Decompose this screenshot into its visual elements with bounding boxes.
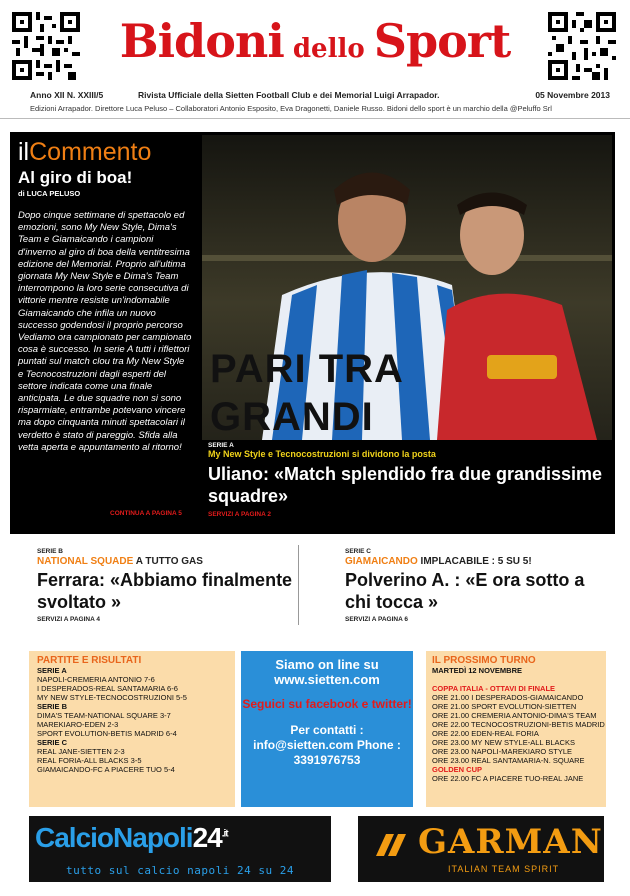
next-round-date: MARTEDÌ 12 NOVEMBRE <box>432 666 523 675</box>
main-story <box>208 442 608 518</box>
editorial-body: Dopo cinque settimane di spettacolo ed emozioni, sono My New Style, Dima's Team e Giamaicando i campioni d'inverno al giro di boa della ventitresima edizione del Memorial. Proprio all'ultima giornata My New Style e Dima's Team interrompono la loro serie consecutiva di vittorie mentre resiste un'indomabile Giamaicando che infila un nuovo successo godendosi il proprio percorso Vediamo ora campionato per campionato cosa è successo. In serie A tutti i riflettori puntati sul match clou tra My New Style e Tecnocostruzioni dagli esperti del settore indicata come una finale anticipata. Le due squadre non si sono risparmiate, entrambe potevano vincere ma dopo cinquanta minuti spettacolari il verdetto è stato di pareggio. Sfida alla vetta aperta e appuntamento al ritorno! <box>18 210 192 453</box>
main-story-kicker: SERIE A <box>208 442 234 449</box>
serie-b-deck-rest: A TUTTO GAS <box>133 556 203 567</box>
editorial-label-commento: Commento <box>29 138 152 166</box>
fixture-line: ORE 22.00 FC A PIACERE TUO-REAL JANE <box>432 774 584 783</box>
garman-ad[interactable] <box>358 816 604 882</box>
fixture-line: ORE 22.00 EDEN-REAL FORIA <box>432 729 539 738</box>
serie-b-more-link[interactable]: SERVIZI A PAGINA 4 <box>37 616 100 623</box>
serie-c-kicker: SERIE C <box>345 548 372 555</box>
masthead <box>90 14 540 76</box>
fixture-line: ORE 21.00 I DESPERADOS-GIAMAICANDO <box>432 693 584 702</box>
result-line: I DESPERADOS-REAL SANTAMARIA 6-6 <box>37 684 178 693</box>
editorial-title: Al giro di boa! <box>18 168 133 187</box>
calcionapoli24-logo <box>35 822 228 854</box>
result-line: DIMA'S TEAM-NATIONAL SQUARE 3-7 <box>37 711 171 720</box>
serie-b-deck <box>37 556 307 567</box>
magazine-description: Rivista Ufficiale della Sietten Football Club e dei Memorial Luigi Arrapador. <box>138 90 440 100</box>
serie-c-story <box>345 548 615 623</box>
results-serie-label: SERIE A <box>37 666 67 675</box>
serie-c-team: GIAMAICANDO <box>345 556 418 567</box>
golden-cup-title: GOLDEN CUP <box>432 765 483 774</box>
main-story-headline[interactable]: Uliano: «Match splendido fra due grandissime squadre» <box>208 464 603 506</box>
result-line: GIAMAICANDO-FC A PIACERE TUO 5-4 <box>37 765 175 774</box>
contact-panel <box>241 651 413 807</box>
result-line: MAREKIARO-EDEN 2-3 <box>37 720 119 729</box>
result-line: REAL FORIA-ALL BLACKS 3-5 <box>37 756 142 765</box>
calcionapoli24-tagline: tutto sul calcio napoli 24 su 24 <box>66 864 294 877</box>
calcionapoli24-logo-suffix: .it <box>221 828 228 840</box>
fixture-line: ORE 22.00 TECNOCOSTRUZIONI-BETIS MADRID <box>432 720 605 729</box>
calcionapoli24-ad[interactable] <box>29 816 331 882</box>
serie-b-kicker: SERIE B <box>37 548 64 555</box>
serie-c-more-link[interactable]: SERVIZI A PAGINA 6 <box>345 616 408 623</box>
masthead-word-3: Sport <box>373 14 511 68</box>
issue-date: 05 Novembre 2013 <box>535 90 610 100</box>
results-serie-label: SERIE C <box>37 738 68 747</box>
editorial-continue-link[interactable]: CONTINUA A PAGINA 5 <box>110 510 182 517</box>
results-serie-a <box>37 666 227 702</box>
results-panel <box>29 651 235 807</box>
qr-code-right-icon <box>548 12 616 80</box>
masthead-word-1: Bidoni <box>119 14 284 68</box>
calcionapoli24-logo-text: CalcioNapoli <box>35 822 193 853</box>
column-divider <box>298 545 299 625</box>
photo-headline-line-1: PARI TRA <box>210 347 404 391</box>
cup-title: COPPA ITALIA - OTTAVI DI FINALE <box>432 684 556 693</box>
editorial-label <box>18 138 192 166</box>
next-round-title: IL PROSSIMO TURNO <box>432 655 536 666</box>
main-story-more-link[interactable]: SERVIZI A PAGINA 2 <box>208 511 271 518</box>
results-title: PARTITE E RISULTATI <box>37 655 142 666</box>
fixture-line: ORE 21.00 CREMERIA ANTONIO-DIMA'S TEAM <box>432 711 597 720</box>
photo-headline <box>210 345 404 440</box>
main-story-deck: My New Style e Tecnocostruzioni si dividono la posta <box>208 449 436 459</box>
results-serie-label: SERIE B <box>37 702 68 711</box>
main-feature-block <box>10 132 615 534</box>
results-serie-b <box>37 702 227 738</box>
calcionapoli24-logo-number: 24 <box>192 822 222 853</box>
garman-logo: GARMAN <box>418 822 603 862</box>
cover-photo <box>202 135 612 440</box>
serie-c-headline[interactable]: Polverino A. : «E ora sotto a chi tocca » <box>345 570 585 612</box>
photo-headline-line-2: GRANDI <box>210 395 374 439</box>
website-text[interactable]: Siamo on line su www.sietten.com <box>274 657 380 687</box>
result-line: REAL JANE-SIETTEN 2-3 <box>37 747 125 756</box>
serie-b-team: NATIONAL SQUADE <box>37 556 134 567</box>
serie-c-deck <box>345 556 615 567</box>
result-line: MY NEW STYLE-TECNOCOSTRUZIONI 5-5 <box>37 693 187 702</box>
fixture-line: ORE 23.00 MY NEW STYLE-ALL BLACKS <box>432 738 575 747</box>
header-divider <box>0 118 630 119</box>
serie-c-deck-rest: IMPLACABILE : 5 SU 5! <box>417 556 532 567</box>
result-line: NAPOLI-CREMERIA ANTONIO 7-6 <box>37 675 155 684</box>
results-serie-c <box>37 738 227 774</box>
credits-line: Edizioni Arrapador. Direttore Luca Peluso – Collaboratori Antonio Esposito, Eva Dragonetti, Daniele Russo. Bidoni dello sport è un marchio della @Peluffo Srl <box>30 104 552 113</box>
garman-mark-icon <box>372 826 412 866</box>
qr-code-left-icon <box>12 12 80 80</box>
next-round-panel <box>426 651 606 807</box>
editorial-label-il: il <box>18 138 30 166</box>
serie-b-story <box>37 548 307 623</box>
result-line: SPORT EVOLUTION-BETIS MADRID 6-4 <box>37 729 177 738</box>
garman-tagline: ITALIAN TEAM SPIRIT <box>448 864 560 874</box>
editorial-column <box>10 132 200 534</box>
editorial-author: di LUCA PELUSO <box>18 189 81 198</box>
fixture-line: ORE 23.00 NAPOLI-MAREKIARO STYLE <box>432 747 573 756</box>
contacts-text[interactable]: Per contatti : info@sietten.com Phone : 3391976753 <box>253 723 401 767</box>
fixture-line: ORE 21.00 SPORT EVOLUTION-SIETTEN <box>432 702 577 711</box>
fixture-line: ORE 23.00 REAL SANTAMARIA-N. SQUARE <box>432 756 585 765</box>
masthead-word-2: dello <box>283 34 374 64</box>
issue-number: Anno XII N. XXIII/5 <box>30 90 104 100</box>
social-text[interactable]: Seguici su facebook e twitter! <box>242 697 412 711</box>
serie-b-headline[interactable]: Ferrara: «Abbiamo finalmente svoltato » <box>37 570 293 612</box>
